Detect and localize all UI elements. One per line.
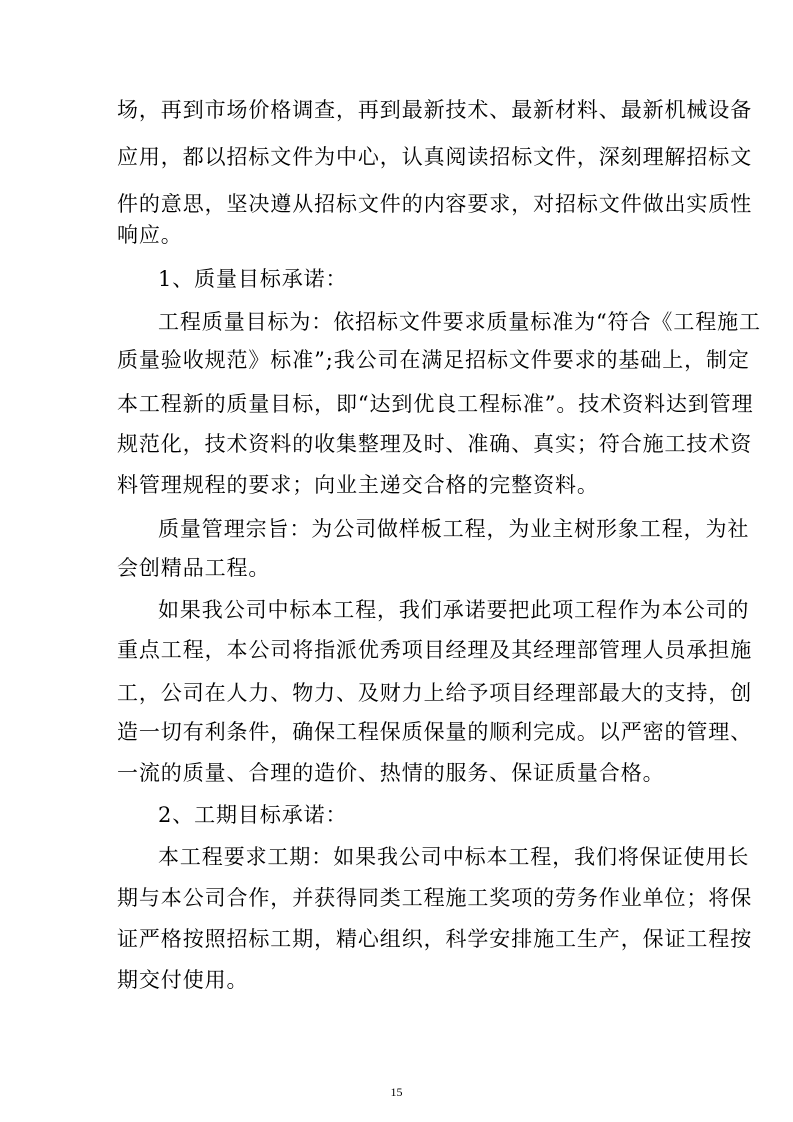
section-heading: 2、工期目标承诺： [158, 803, 348, 827]
text-line: 本工程新的质量目标，即“达到优良工程标准”。技术资料达到管理 [117, 392, 754, 416]
text-line: 工程质量目标为：依招标文件要求质量标准为“符合《工程施工 [158, 310, 761, 334]
text-line: 本工程要求工期：如果我公司中标本工程，我们将保证使用长 [158, 845, 750, 869]
text-line: 场，再到市场价格调查，再到最新技术、最新材料、最新机械设备 [117, 98, 753, 122]
text-line: 如果我公司中标本工程，我们承诺要把此项工程作为本公司的 [158, 598, 750, 622]
text-line: 规范化，技术资料的收集整理及时、准确、真实；符合施工技术资 [117, 432, 753, 456]
text-line: 件的意思，坚决遵从招标文件的内容要求，对招标文件做出实质性 [117, 192, 753, 216]
text-line: 重点工程，本公司将指派优秀项目经理及其经理部管理人员承担施 [117, 638, 753, 662]
text-line: 应用，都以招标文件为中心，认真阅读招标文件，深刻理解招标文 [117, 145, 753, 169]
text-line: 期交付使用。 [117, 968, 249, 992]
text-line: 质量验收规范》标准”;我公司在满足招标文件要求的基础上，制定 [117, 348, 750, 372]
text-line: 一流的质量、合理的造价、热情的服务、保证质量合格。 [117, 761, 665, 785]
text-line: 响应。 [117, 223, 183, 247]
page-number: 15 [390, 1085, 403, 1099]
section-heading: 1、质量目标承诺： [158, 267, 348, 291]
text-line: 期与本公司合作，并获得同类工程施工奖项的劳务作业单位；将保 [117, 886, 753, 910]
text-line: 质量管理宗旨：为公司做样板工程，为业主树形象工程，为社 [158, 517, 750, 541]
text-line: 料管理规程的要求；向业主递交合格的完整资料。 [117, 473, 599, 497]
text-line: 会创精品工程。 [117, 556, 271, 580]
text-line: 证严格按照招标工期，精心组织，科学安排施工生产，保证工程按 [117, 927, 753, 951]
text-line: 造一切有利条件，确保工程保质保量的顺利完成。以严密的管理、 [117, 720, 753, 744]
text-line: 工，公司在人力、物力、及财力上给予项目经理部最大的支持，创 [117, 681, 753, 705]
